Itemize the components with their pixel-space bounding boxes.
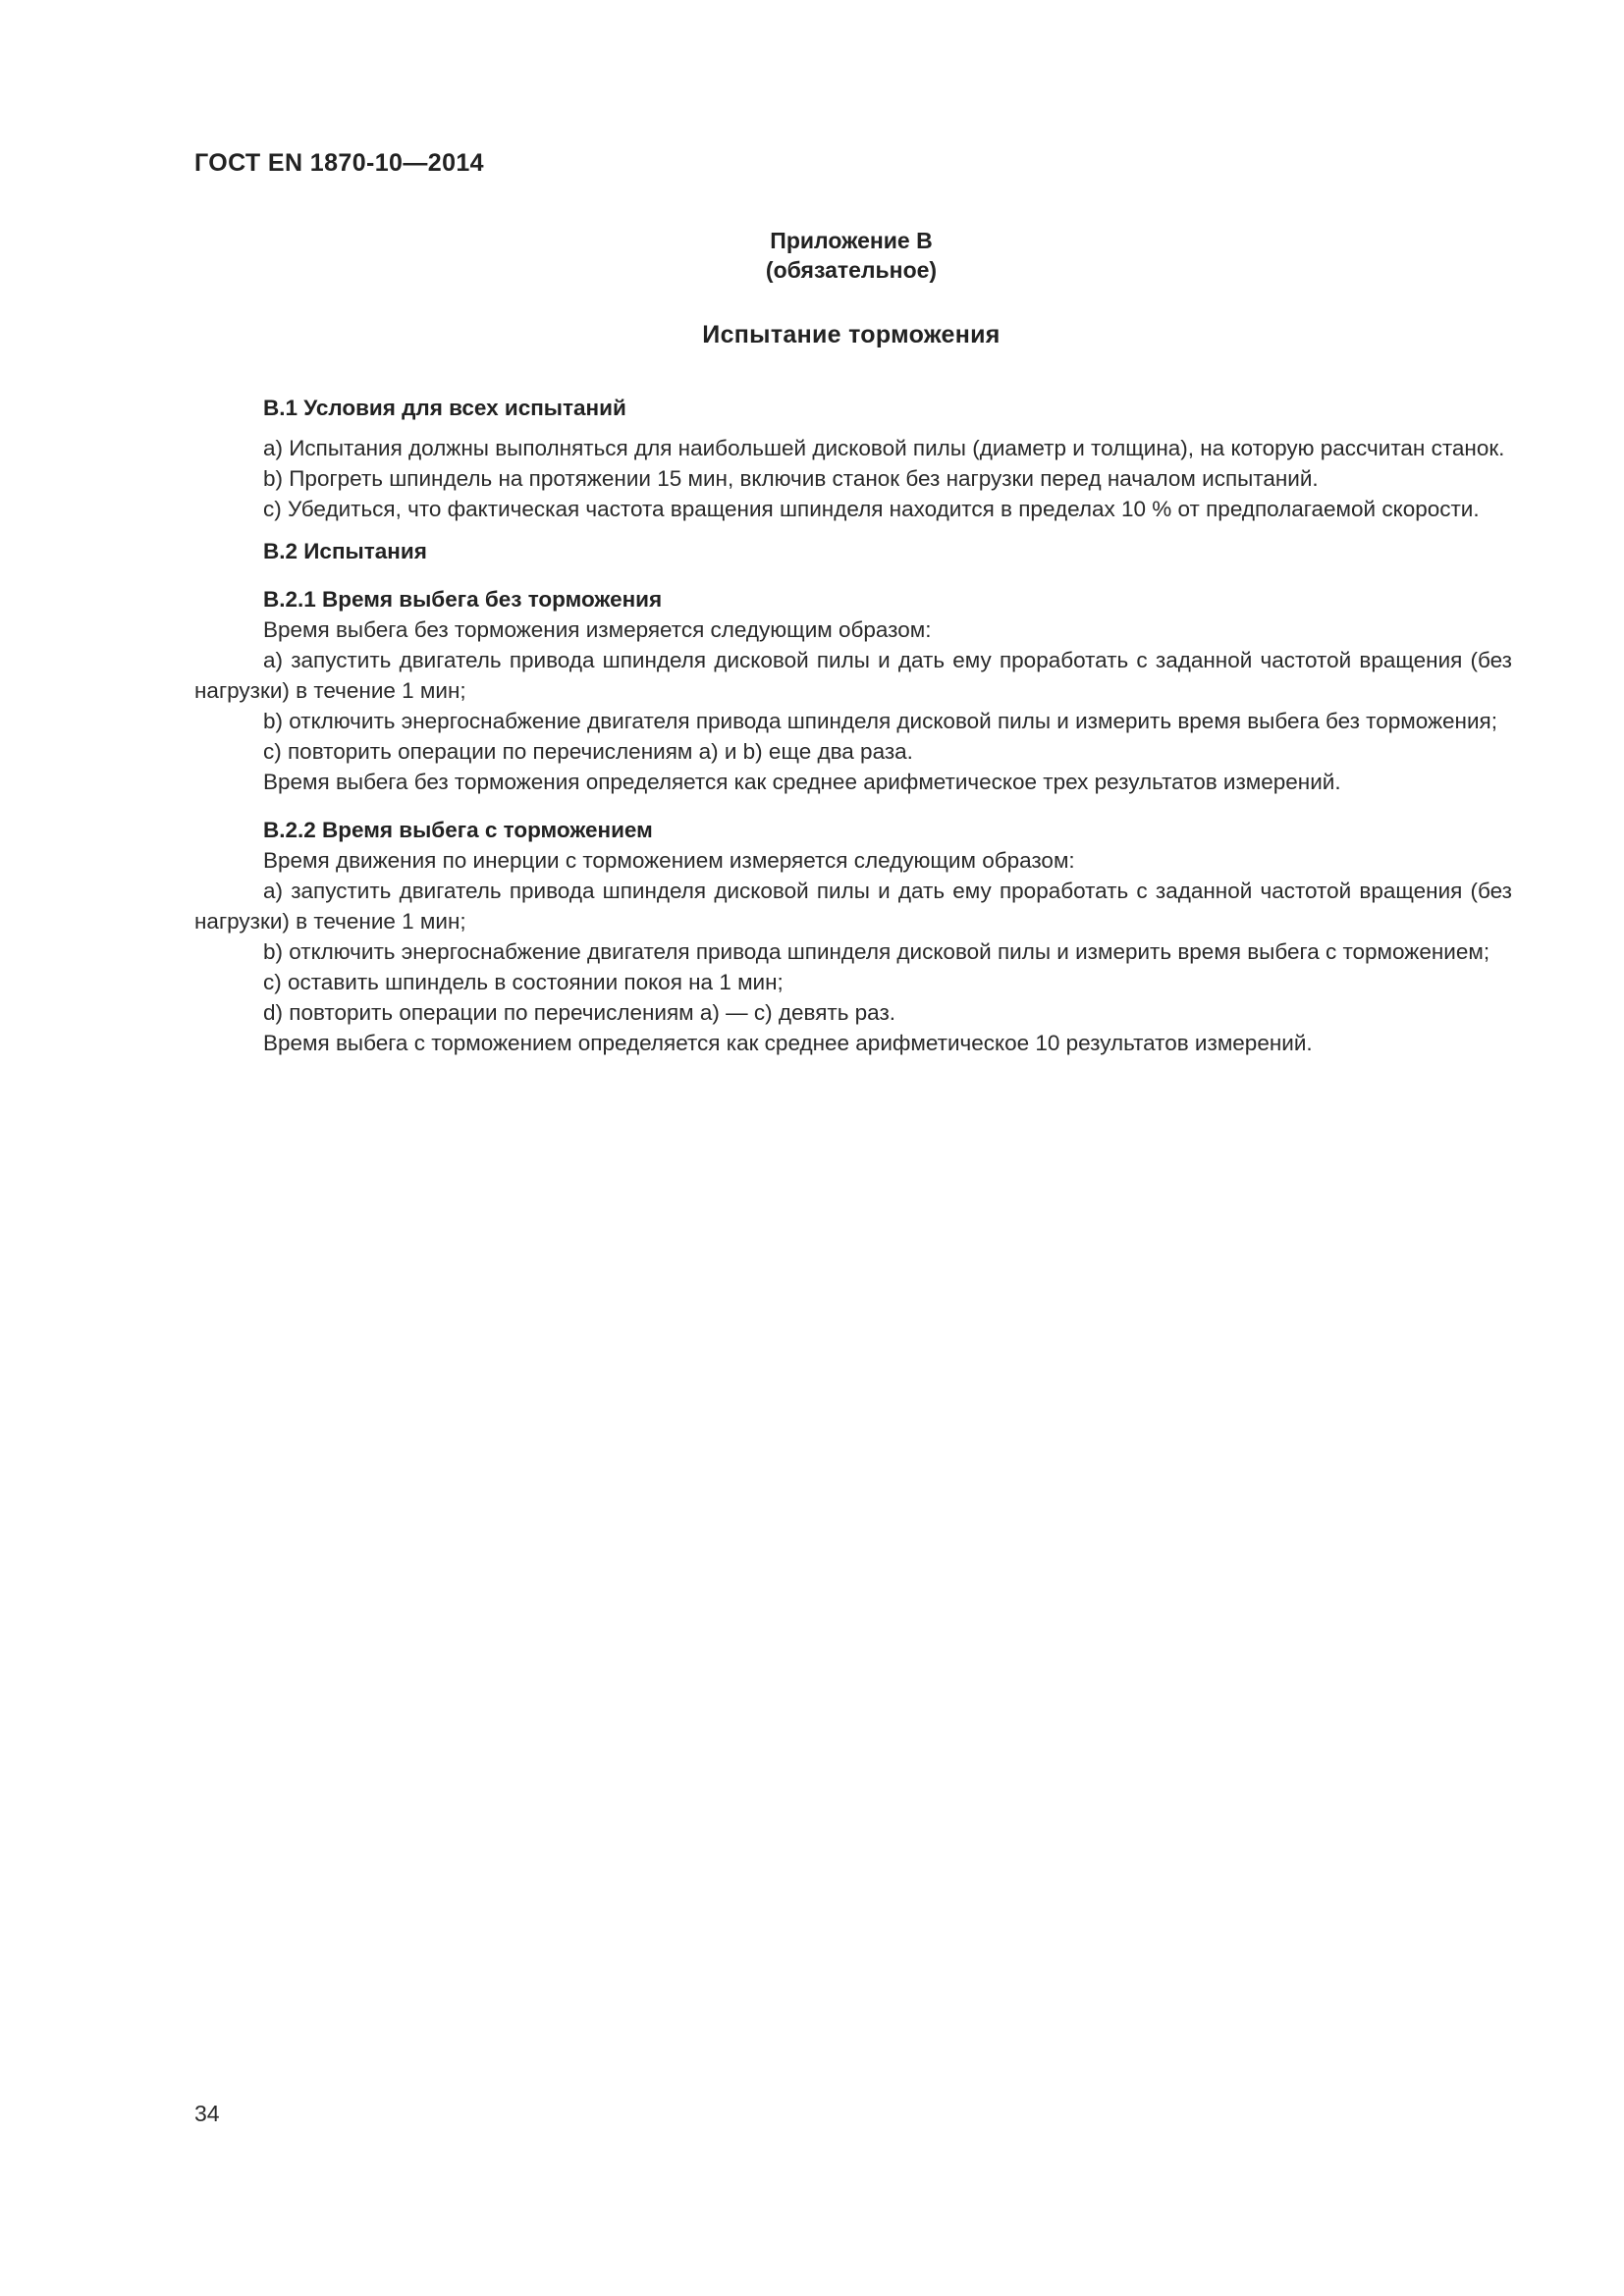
section-b22-intro: Время движения по инерции с торможением измеряется следующим образом:: [263, 848, 1075, 873]
section-b21-intro: Время выбега без торможения измеряется следующим образом:: [263, 617, 932, 642]
section-b21-item-b: b) отключить энергоснабжение двигателя привода шпинделя дисковой пилы и измерить время выбега без торможения;: [263, 709, 1497, 733]
section-b1-title: В.1 Условия для всех испытаний: [263, 396, 626, 420]
section-b1-item-b: b) Прогреть шпиндель на протяжении 15 мин, включив станок без нагрузки перед началом испытаний.: [263, 466, 1319, 491]
document-header: ГОСТ EN 1870-10—2014: [194, 149, 484, 177]
section-b22-item-d: d) повторить операции по перечислениям а) — с) девять раз.: [263, 1000, 896, 1025]
annex-heading: Испытание торможения: [702, 321, 1001, 348]
section-b1-item-c: с) Убедиться, что фактическая частота вращения шпинделя находится в пределах 10 % от предполагаемой скорости.: [263, 497, 1480, 521]
section-b22-item-c: с) оставить шпиндель в состоянии покоя на 1 мин;: [263, 970, 784, 994]
section-b21-title: В.2.1 Время выбега без торможения: [263, 587, 663, 612]
document-body: [194, 393, 1512, 1058]
section-b22-title: В.2.2 Время выбега с торможением: [263, 818, 653, 842]
section-b2-title: В.2 Испытания: [263, 539, 427, 563]
section-b21-item-a: а) запустить двигатель привода шпинделя дисковой пилы и дать ему проработать с заданной частотой вращения (без нагрузки) в течение 1 мин;: [194, 648, 1512, 703]
section-b22-item-a: а) запустить двигатель привода шпинделя дисковой пилы и дать ему проработать с заданной частотой вращения (без нагрузки) в течение 1 мин;: [194, 879, 1512, 934]
annex-title: Приложение В: [770, 228, 933, 253]
annex-type: (обязательное): [765, 257, 938, 283]
page-number: 34: [194, 2101, 220, 2126]
section-b21-conclusion: Время выбега без торможения определяется как среднее арифметическое трех результатов измерений.: [263, 770, 1341, 794]
section-b1-item-a: а) Испытания должны выполняться для наибольшей дисковой пилы (диаметр и толщина), на которую рассчитан станок.: [263, 436, 1505, 460]
section-b22-item-b: b) отключить энергоснабжение двигателя привода шпинделя дисковой пилы и измерить время выбега с торможением;: [263, 939, 1490, 964]
section-b21-item-c: с) повторить операции по перечислениям а) и b) еще два раза.: [263, 739, 913, 764]
section-b22-conclusion: Время выбега с торможением определяется как среднее арифметическое 10 результатов измерений.: [263, 1031, 1313, 1055]
